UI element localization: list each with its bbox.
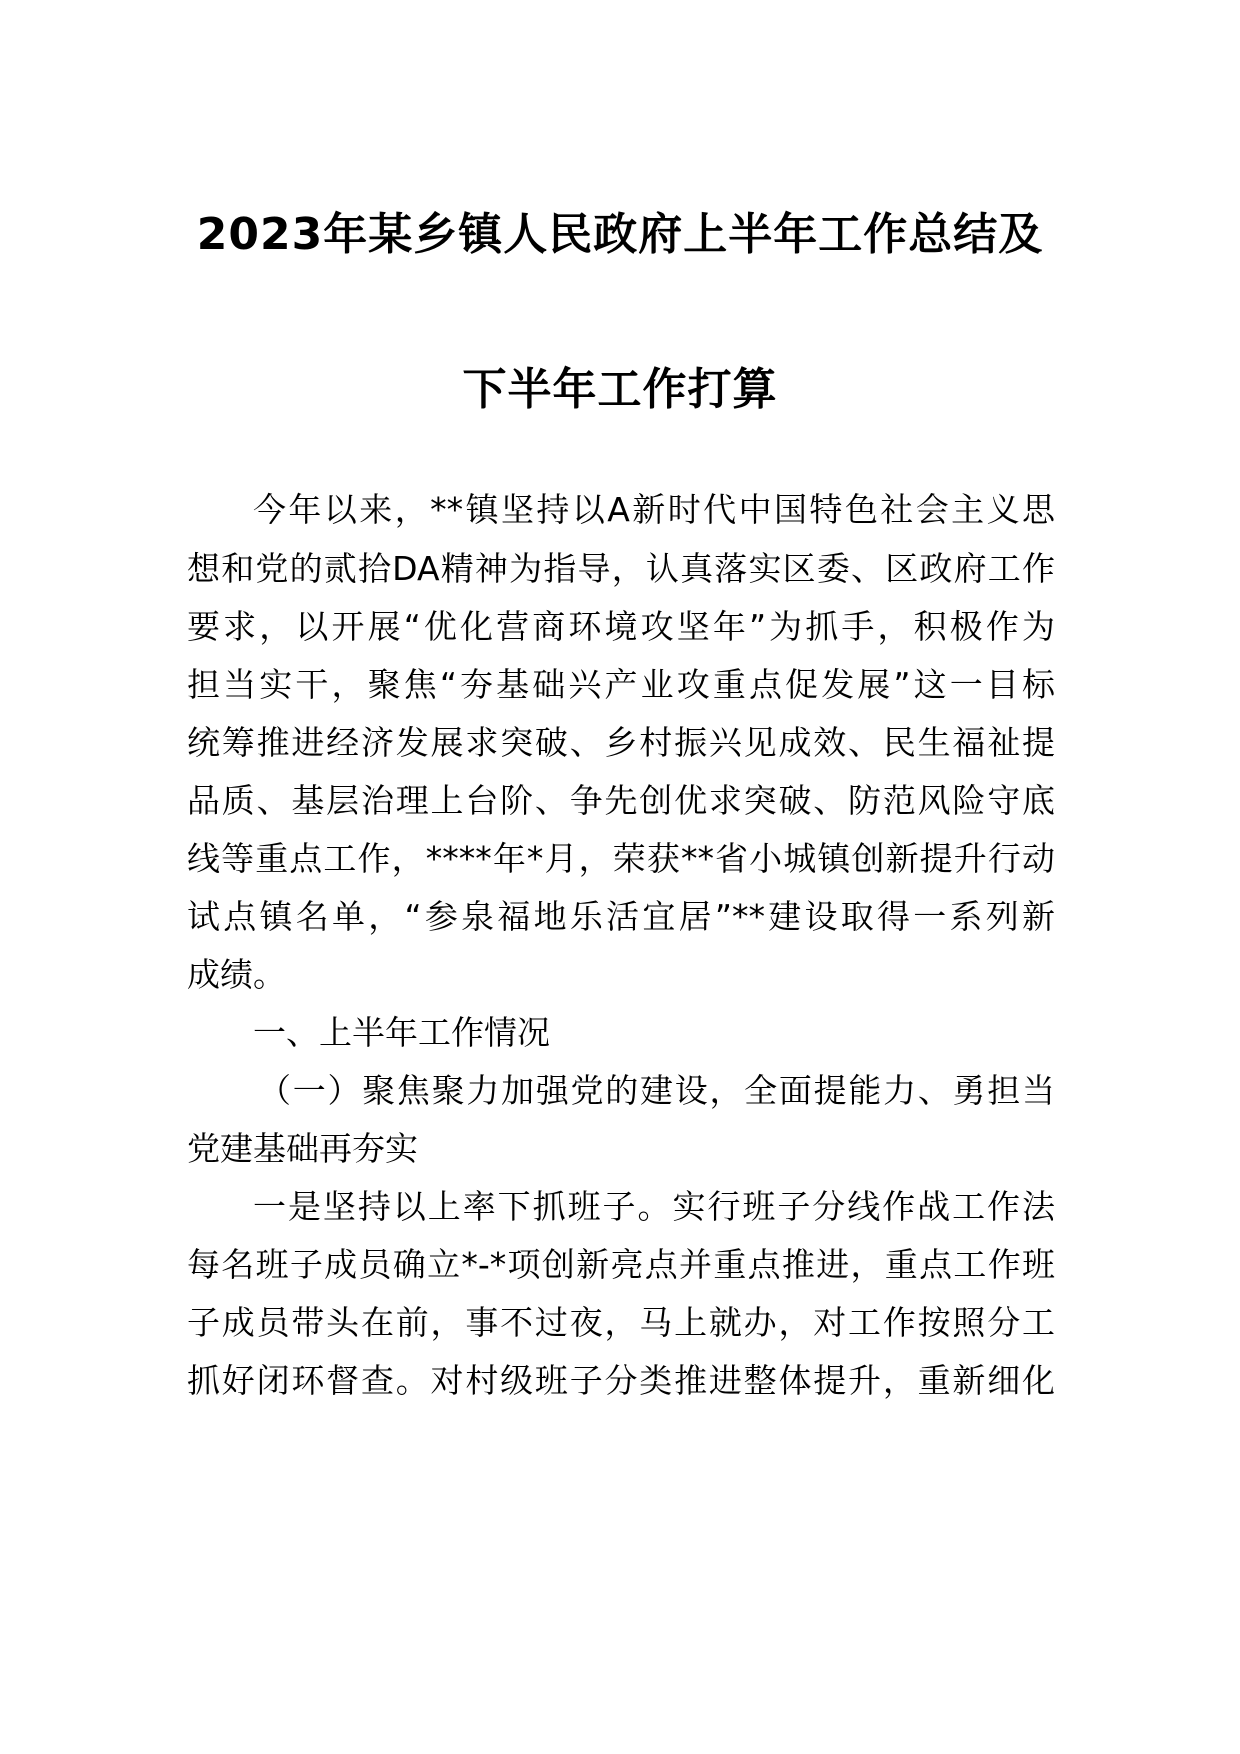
- body-line: 担当实干，聚焦“夯基础兴产业攻重点促发展”这一目标: [187, 665, 1055, 704]
- body-line: 品质、基层治理上台阶、争先创优求突破、防范风险守底: [187, 781, 1055, 820]
- body-line: 统筹推进经济发展求突破、乡村振兴见成效、民生福祉提: [187, 723, 1055, 762]
- body-line: 今年以来，**镇坚持以A新时代中国特色社会主义思: [253, 490, 1055, 529]
- section-heading: 一、上半年工作情况: [253, 1013, 550, 1052]
- body-line: 试点镇名单，“参泉福地乐活宜居”**建设取得一系列新: [187, 897, 1055, 936]
- body-line: 抓好闭环督查。对村级班子分类推进整体提升，重新细化: [187, 1361, 1055, 1400]
- body-line: 每名班子成员确立*-*项创新亮点并重点推进，重点工作班: [187, 1245, 1055, 1284]
- body-line: 一是坚持以上率下抓班子。实行班子分线作战工作法: [253, 1187, 1055, 1226]
- body-line: 子成员带头在前，事不过夜，马上就办，对工作按照分工: [187, 1303, 1055, 1342]
- body-line: 想和党的贰拾DA精神为指导，认真落实区委、区政府工作: [187, 549, 1055, 588]
- document-title-line-2: 下半年工作打算: [462, 364, 778, 415]
- subsection-heading-continued: 党建基础再夯实: [187, 1129, 418, 1168]
- subsection-heading: （一）聚焦聚力加强党的建设，全面提能力、勇担当: [258, 1071, 1055, 1110]
- document-title-line-1: 2023年某乡镇人民政府上半年工作总结及: [196, 209, 1044, 260]
- body-line: 要求，以开展“优化营商环境攻坚年”为抓手，积极作为: [187, 607, 1055, 646]
- body-line: 线等重点工作，****年*月，荣获**省小城镇创新提升行动: [187, 839, 1055, 878]
- body-line: 成绩。: [187, 955, 286, 994]
